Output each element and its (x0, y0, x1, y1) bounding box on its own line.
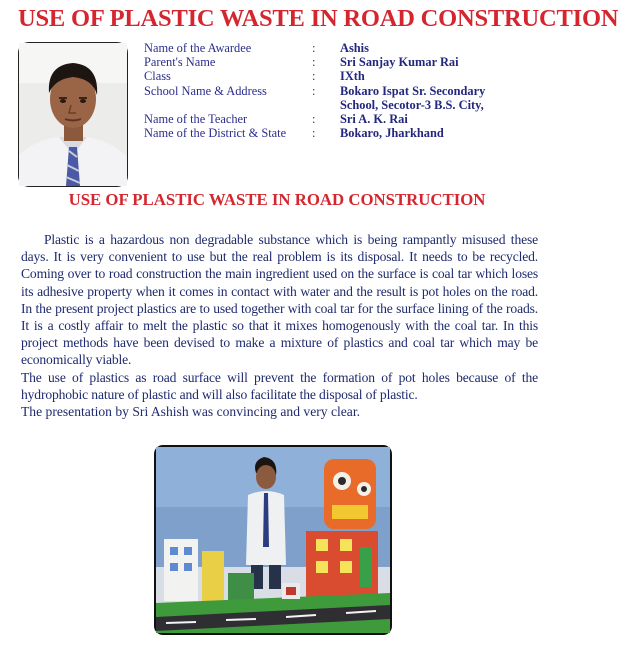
project-description (21, 231, 538, 420)
paragraph-intro: Plastic is a hazardous non degradable substance which is being rampantly misused these days. It is very convenient to use but the real problem is its disposal. It needs to be recycled. Coming over to road construction the main ingredient used on the surface is coal tar which loses its adhesive property when it comes in contact with water and the result is pot holes on the road. In the present project plastics are to used together with coal tar for the surface lining of the roads. It is a costly affair to melt the plastic so that it mixes homogenously with the coal tar. In this project methods have been devised to make a mixture of plastics and coal tar which may be economically viable. (21, 232, 538, 368)
info-colon: : (312, 83, 316, 98)
paragraph-presentation: The presentation by Sri Ashish was convincing and very clear. (21, 404, 361, 420)
info-colon (312, 98, 340, 112)
awardee-info-table (144, 41, 550, 140)
info-row-district (144, 126, 550, 140)
info-value: Ashis (340, 41, 369, 55)
info-label: Name of the District & State (144, 126, 287, 141)
info-value: School, Secotor-3 B.S. City, (340, 97, 484, 112)
info-colon: : (312, 69, 316, 84)
info-colon: : (312, 55, 316, 70)
info-value: IXth (340, 69, 365, 84)
info-value: Bokaro, Jharkhand (340, 126, 444, 141)
info-colon: : (312, 126, 316, 141)
info-label: School Name & Address (144, 83, 267, 98)
paragraph-benefits: The use of plastics as road surface will prevent the formation of pot holes because of the hydrophobic nature of plastic and will also facilitate the disposal of plastic. (21, 369, 538, 402)
info-row-school (144, 84, 550, 98)
info-value: Bokaro Ispat Sr. Secondary (340, 83, 486, 98)
info-label (144, 98, 312, 112)
student-portrait-photo (18, 42, 128, 187)
exhibit-photo (154, 445, 392, 635)
info-colon: : (312, 112, 316, 127)
info-label: Parent's Name (144, 55, 216, 70)
info-row-awardee (144, 41, 550, 55)
info-value: Sri A. K. Rai (340, 112, 408, 127)
info-label: Name of the Teacher (144, 112, 248, 127)
info-label: Class (144, 69, 171, 84)
info-row-parent (144, 55, 550, 69)
info-row-teacher (144, 112, 550, 126)
info-row-class (144, 69, 550, 83)
info-value: Sri Sanjay Kumar Rai (340, 55, 459, 70)
info-colon: : (312, 41, 316, 55)
section-title: USE OF PLASTIC WASTE IN ROAD CONSTRUCTION (68, 190, 486, 209)
main-title: USE OF PLASTIC WASTE IN ROAD CONSTRUCTION (18, 5, 618, 32)
info-label: Name of the Awardee (144, 41, 252, 55)
info-row-school-cont (144, 98, 550, 112)
